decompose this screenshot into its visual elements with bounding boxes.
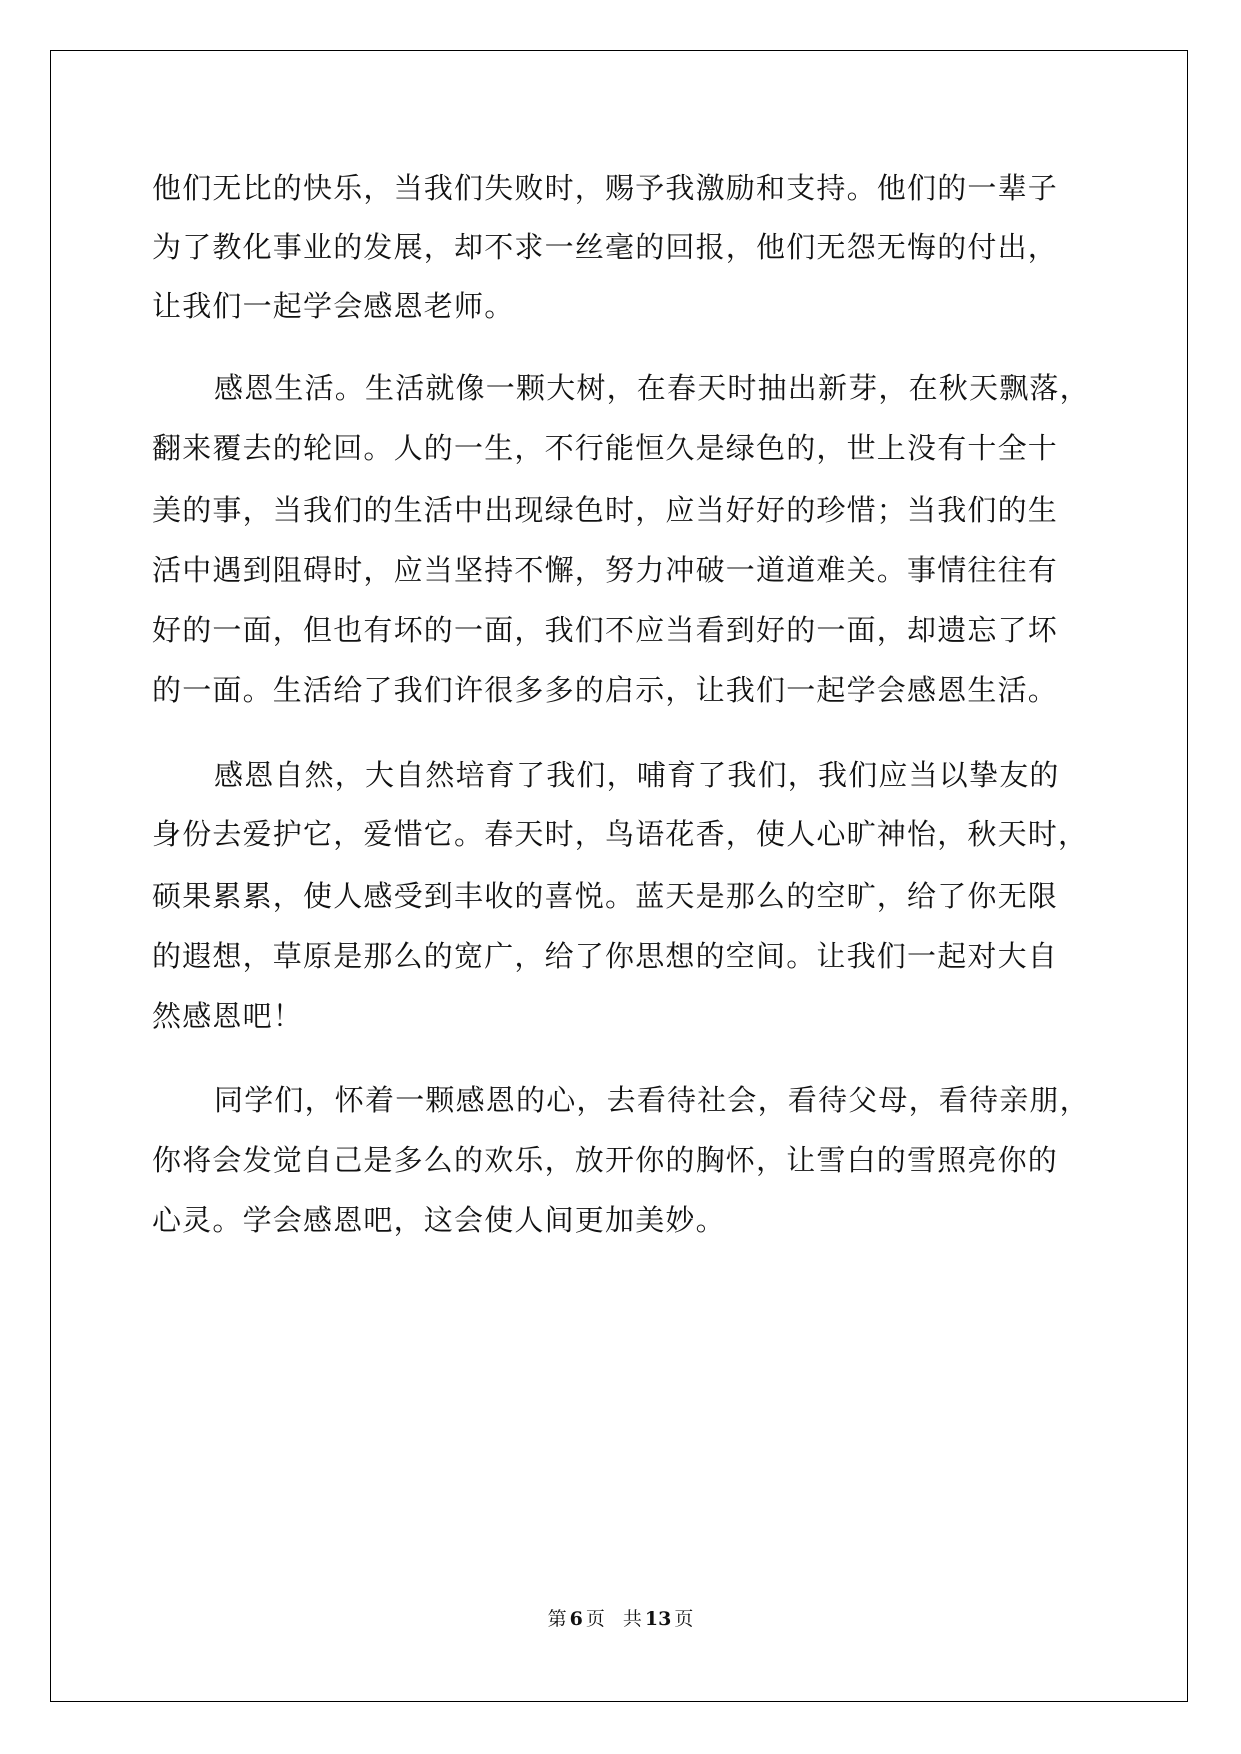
text-line: 同学们，怀着一颗感恩的心，去看待社会，看待父母，看待亲朋，	[214, 1083, 1090, 1117]
text-line: 感恩自然，大自然培育了我们，哺育了我们，我们应当以挚友的	[214, 758, 1060, 792]
text-line: 为了教化事业的发展，却不求一丝毫的回报，他们无怨无悔的付出，	[152, 230, 1059, 264]
page-number: 6	[569, 1608, 583, 1630]
text-line: 的一面。生活给了我们许很多多的启示，让我们一起学会感恩生活。	[152, 673, 1059, 707]
text-line: 好的一面，但也有坏的一面，我们不应当看到好的一面，却遗忘了坏	[152, 613, 1059, 647]
text-line: 硕果累累，使人感受到丰收的喜悦。蓝天是那么的空旷，给了你无限	[152, 879, 1059, 913]
text-line: 让我们一起学会感恩老师。	[152, 289, 515, 323]
page-prefix: 第	[547, 1608, 567, 1630]
page-footer	[0, 1604, 1241, 1631]
total-pages: 13	[644, 1608, 672, 1630]
text-line: 活中遇到阻碍时，应当坚持不懈，努力冲破一道道难关。事情往往有	[152, 553, 1059, 587]
text-line: 他们无比的快乐，当我们失败时，赐予我激励和支持。他们的一辈子	[152, 171, 1059, 205]
text-line: 美的事，当我们的生活中出现绿色时，应当好好的珍惜；当我们的生	[152, 493, 1059, 527]
text-line: 翻来覆去的轮回。人的一生，不行能恒久是绿色的，世上没有十全十	[152, 431, 1059, 465]
page-unit: 页	[585, 1608, 605, 1630]
text-line: 的遐想，草原是那么的宽广，给了你思想的空间。让我们一起对大自	[152, 939, 1059, 973]
text-line: 身份去爱护它，爱惜它。春天时，鸟语花香，使人心旷神怡，秋天时，	[152, 817, 1089, 851]
total-prefix: 共	[622, 1608, 642, 1630]
text-line: 你将会发觉自己是多么的欢乐，放开你的胸怀，让雪白的雪照亮你的	[152, 1143, 1059, 1177]
total-unit: 页	[674, 1608, 694, 1630]
text-line: 然感恩吧！	[152, 999, 304, 1033]
text-line: 心灵。学会感恩吧，这会使人间更加美妙。	[152, 1203, 726, 1237]
text-line: 感恩生活。生活就像一颗大树，在春天时抽出新芽，在秋天飘落，	[214, 371, 1090, 405]
